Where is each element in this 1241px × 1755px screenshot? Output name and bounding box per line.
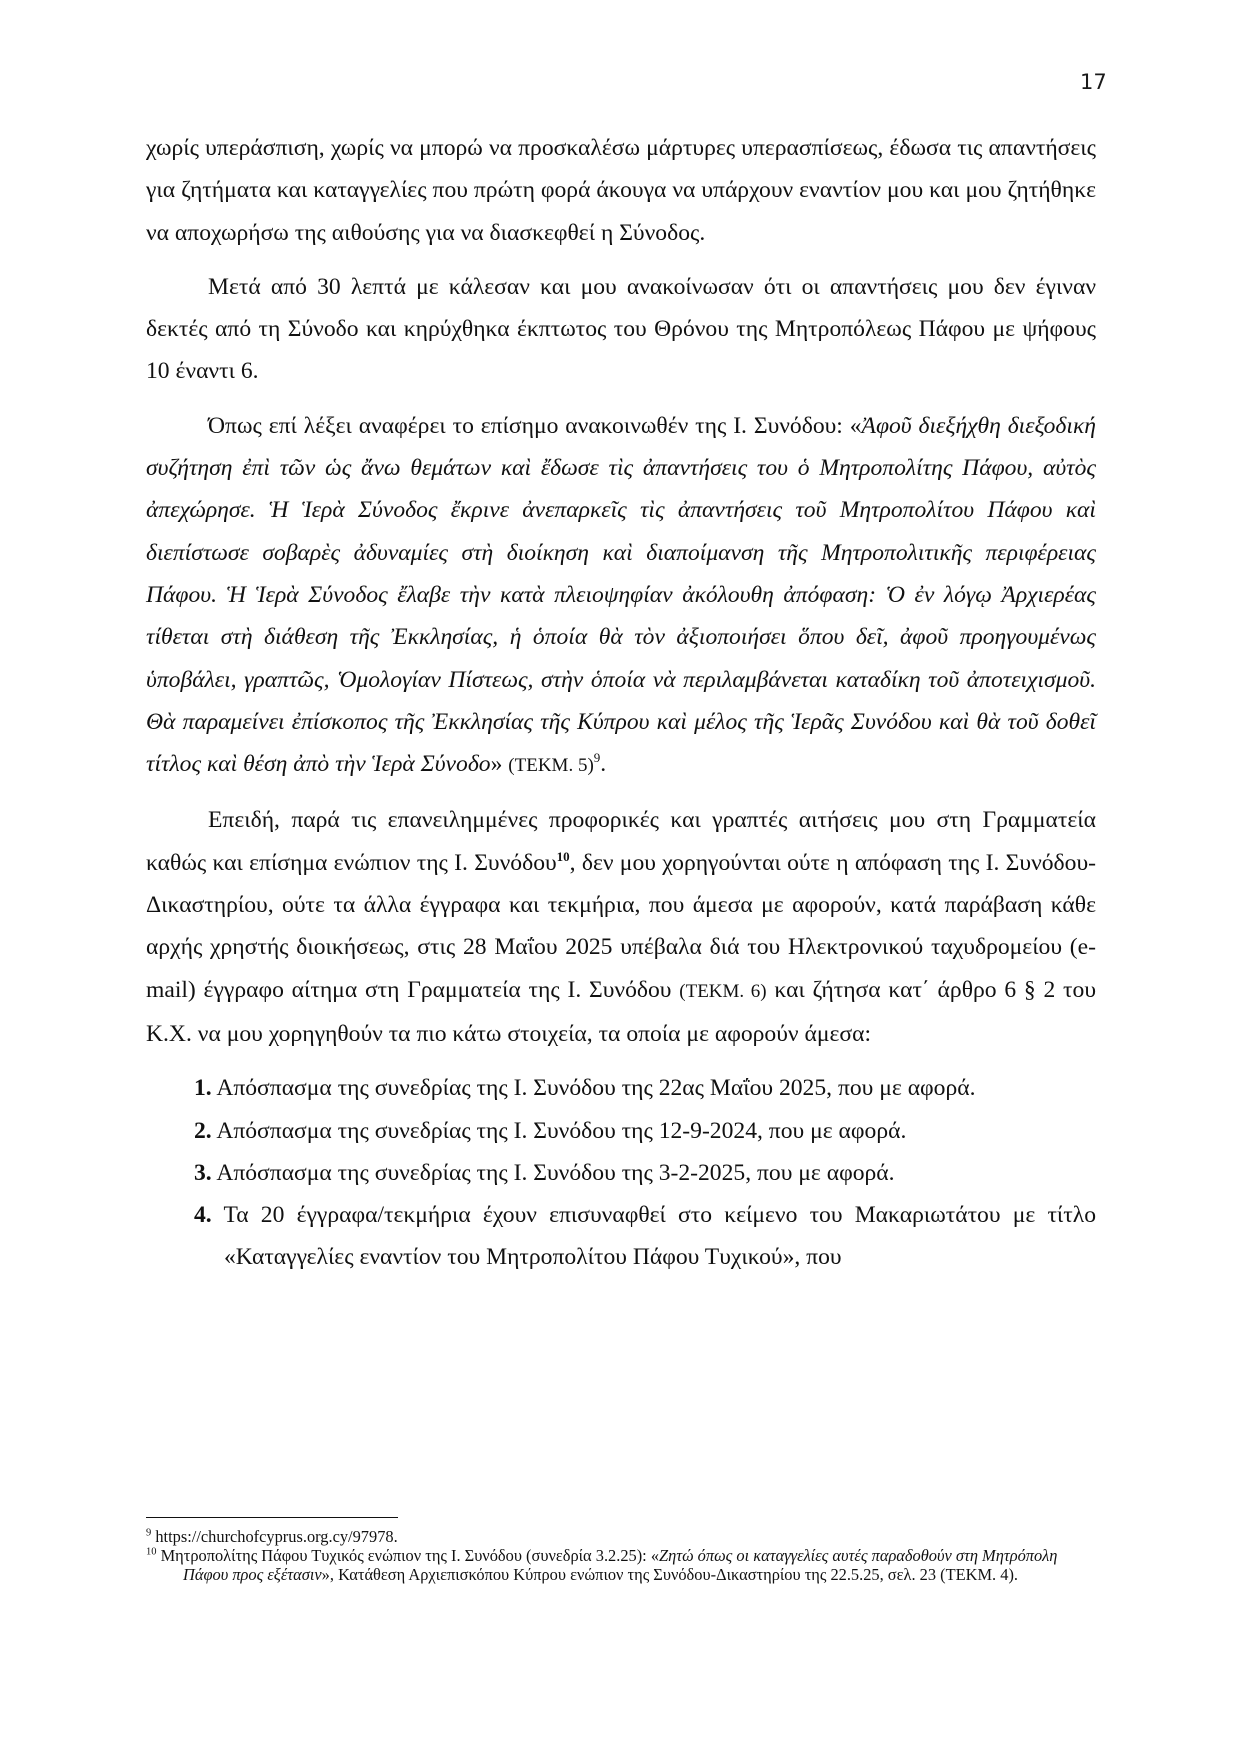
paragraph-decision: Μετά από 30 λεπτά με κάλεσαν και μου ανακοίνωσαν ότι οι απαντήσεις μου δεν έγιναν δεκτές από τη Σύνοδο και κηρύχθηκα έκπτωτος του Θρόνου της Μητροπόλεως Πάφου με ψήφους 10 έναντι 6. [146,273,1096,385]
announcement-quote: Ἀφοῦ διεξήχθη διεξοδική συζήτηση ἐπὶ τῶν ὡς ἄνω θεμάτων καὶ ἔδωσε τὶς ἀπαντήσεις του ὁ Μητροπολίτης Πάφου, αὐτὸς ἀπεχώρησε. Ἡ Ἱερὰ Σύνοδος ἔκρινε ἀνεπαρκεῖς τὶς ἀπαντήσεις τοῦ Μητροπολίτου Πάφου καὶ διεπίστωσε σοβαρὲς ἀδυναμίες στὴ διοίκηση καὶ διαποίμανση τῆς Μητροπολιτικῆς περιφέρειας Πάφου. Ἡ Ἱερὰ Σύνοδος ἔλαβε τὴν κατὰ πλειοψηφίαν ἀκόλουθη ἀπόφαση: Ὁ ἐν λόγῳ Ἀρχιερέας τίθεται στὴ διάθεση τῆς Ἐκκλησίας, ἡ ὁποία θὰ τὸν ἀξιοποιήσει ὅπου δεῖ, ἀφοῦ προηγουμένως ὑποβάλει, γραπτῶς, Ὁμολογίαν Πίστεως, στὴν ὁποία νὰ περιλαμβάνεται καταδίκη τοῦ ἀποτειχισμοῦ. Θὰ παραμείνει ἐπίσκοπος τῆς Ἐκκλησίας τῆς Κύπρου καὶ μέλος τῆς Ἱερᾶς Συνόδου καὶ θὰ τοῦ δοθεῖ τίτλος καὶ θέση ἀπὸ τὴν Ἱερὰ Σύνοδο [146,412,1096,778]
list-item [176,1067,1096,1109]
requested-items-list [146,1067,1096,1278]
list-item-number: 2. [194,1117,212,1144]
list-item-text: Απόσπασμα της συνεδρίας της Ι. Συνόδου της 12-9-2024, που με αφορά. [216,1117,907,1144]
quote-close: » [490,751,509,778]
footnote-10 [146,1546,1096,1584]
page-number: 17 [1080,70,1107,94]
paragraph-synod-announcement [146,405,1096,788]
announcement-lead: Όπως επί λέξει αναφέρει το επίσημο ανακοινωθέν της Ι. Συνόδου: « [208,412,862,439]
list-item [176,1152,1096,1194]
footnote-quote: Ζητώ όπως οι καταγγελίες αυτές παραδοθούν στη Μητρόπολη Πάφου προς εξέτασιν [183,1546,1058,1584]
request-part-1: Επειδή, παρά τις επανειλημμένες προφορικές και γραπτές αιτήσεις μου στη Γραμματεία καθώς και επίσημα ενώπιον της Ι. Συνόδου [146,807,1096,876]
footnotes [146,1527,1096,1584]
footnote-marker-10[interactable]: 10 [556,848,570,864]
list-item-text: Απόσπασμα της συνεδρίας της Ι. Συνόδου της 22ας Μαΐου 2025, που με αφορά. [216,1075,976,1102]
exhibit-reference: (ΤΕΚΜ. 5) [508,755,594,777]
list-item [176,1110,1096,1152]
footnote-number: 10 [146,1546,157,1558]
list-item-text: Απόσπασμα της συνεδρίας της Ι. Συνόδου της 3-2-2025, που με αφορά. [216,1159,895,1186]
paragraph-request [146,799,1096,1055]
list-item-text: Τα 20 έγγραφα/τεκμήρια έχουν επισυναφθεί στο κείμενο του Μακαριωτάτου με τίτλο «Καταγγελίες εναντίον του Μητροπολίτου Πάφου Τυχικού», που [223,1202,1096,1271]
list-item-number: 1. [194,1075,212,1102]
paragraph-continuation: χωρίς υπεράσπιση, χωρίς να μπορώ να προσκαλέσω μάρτυρες υπερασπίσεως, έδωσα τις απαντήσεις για ζητήματα και καταγγελίες που πρώτη φορά άκουγα να υπάρχουν εναντίον μου και μου ζητήθηκε να αποχωρήσω της αιθούσης για να διασκεφθεί η Σύνοδος. [146,135,1096,246]
footnote-rest: », Κατάθεση Αρχιεπισκόπου Κύπρου ενώπιον της Συνόδου-Δικαστηρίου της 22.5.25, σελ. 23 (ΤΕΚΜ. 4). [321,1565,1019,1584]
list-item-number: 4. [194,1202,212,1229]
footnote-9 [146,1527,1096,1546]
list-item-number: 3. [194,1159,212,1186]
document-body [146,127,1096,1279]
sentence-end: . [600,751,607,778]
request-part-3: και ζήτησα κατ΄ άρθρο 6 § 2 του Κ.Χ. να μου χορηγηθούν τα πιο κάτω στοιχεία, τα οποία με αφορούν άμεσα: [146,976,1096,1047]
request-part-2: , δεν μου χορηγούνται ούτε η απόφαση της Ι. Συνόδου-Δικαστηρίου, ούτε τα άλλα έγγραφα και τεκμήρια, που άμεσα με αφορούν, κατά παράβαση κάθε αρχής χρηστής διοικήσεως, στις 28 Μαΐου 2025 υπέβαλα διά του Ηλεκτρονικού ταχυδρομείου (e-mail) έγγραφο αίτημα στη Γραμματεία της Ι. Συνόδου [146,849,1096,1003]
footnote-link[interactable]: https://churchofcyprus.org.cy/97978. [155,1527,398,1546]
footnote-number: 9 [146,1527,152,1539]
footnote-lead: Μητροπολίτης Πάφου Τυχικός ενώπιον της Ι. Συνόδου (συνεδρία 3.2.25): « [160,1546,660,1565]
footnote-marker-9[interactable]: 9 [593,750,601,766]
list-item [176,1194,1096,1279]
footnote-separator [146,1517,398,1518]
exhibit-reference: (ΤΕΚΜ. 6) [679,980,767,1002]
